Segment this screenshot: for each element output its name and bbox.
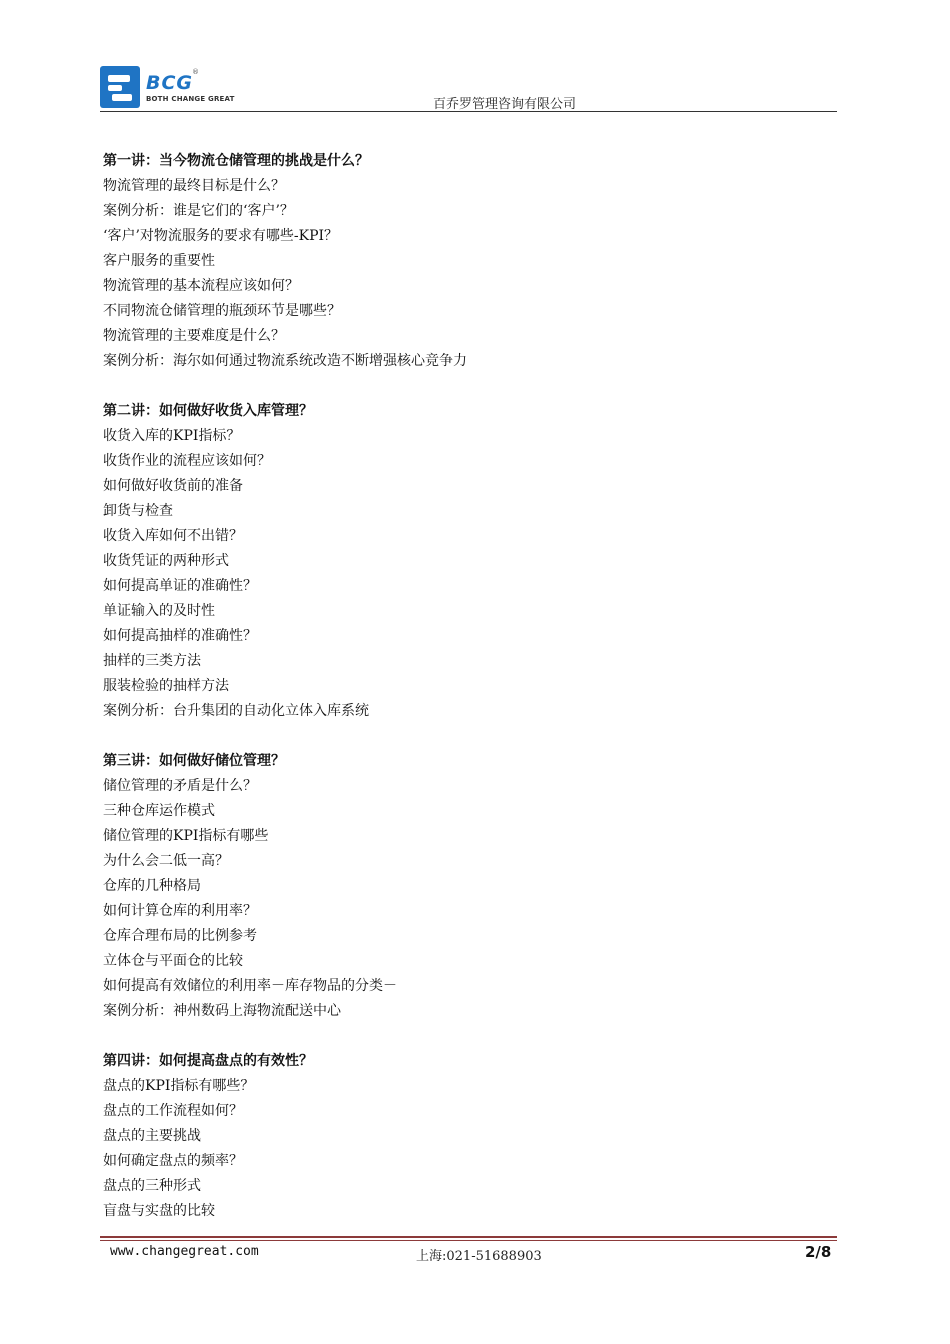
header-divider [100,111,837,112]
company-name: 百乔罗管理咨询有限公司 [433,97,577,112]
list-item: 不同物流仓储管理的瓶颈环节是哪些？ [103,303,341,319]
list-item: 物流管理的基本流程应该如何？ [103,278,299,294]
section-title: 第四讲：如何提高盘点的有效性？ [103,1053,313,1069]
logo-registered-mark: ® [192,68,199,76]
list-item: 如何提高抽样的准确性？ [103,628,257,644]
list-item: 如何计算仓库的利用率？ [103,903,257,919]
list-item: 案例分析：神州数码上海物流配送中心 [103,1003,341,1019]
list-item: 服装检验的抽样方法 [103,678,229,694]
logo-subtitle: BOTH CHANGE GREAT [146,95,235,103]
list-item: 如何提高单证的准确性？ [103,578,257,594]
bcg-logo-mark-icon [100,66,140,108]
list-item: 案例分析：台升集团的自动化立体入库系统 [103,703,369,719]
list-item: 三种仓库运作模式 [103,803,215,819]
section-4 [103,1049,823,1224]
list-item: 立体仓与平面仓的比较 [103,953,243,969]
list-item: 盘点的工作流程如何？ [103,1103,243,1119]
section-title: 第一讲：当今物流仓储管理的挑战是什么？ [103,153,369,169]
list-item: 盘点的KPI指标有哪些？ [103,1078,255,1094]
section-3 [103,749,823,1024]
list-item: 收货凭证的两种形式 [103,553,229,569]
section-2 [103,399,823,724]
bcg-logo [100,66,250,110]
list-item: 物流管理的最终目标是什么？ [103,178,285,194]
list-item: 储位管理的矛盾是什么？ [103,778,257,794]
footer-phone: 上海:021-51688903 [416,1249,542,1264]
footer-divider-thick [100,1236,837,1238]
list-item: 收货入库的KPI指标？ [103,428,241,444]
list-item: 盘点的主要挑战 [103,1128,201,1144]
logo-text: BCG [146,72,194,94]
list-item: 仓库的几种格局 [103,878,201,894]
footer-divider-thin [100,1240,837,1241]
list-item: 物流管理的主要难度是什么？ [103,328,285,344]
page-header [100,64,837,112]
list-item: 如何提高有效储位的利用率－库存物品的分类－ [103,978,397,994]
list-item: 客户服务的重要性 [103,253,215,269]
list-item: 卸货与检查 [103,503,173,519]
section-1 [103,149,823,374]
list-item: 盘点的三种形式 [103,1178,201,1194]
list-item: 储位管理的KPI指标有哪些 [103,828,269,844]
list-item: 如何确定盘点的频率？ [103,1153,243,1169]
page-number: 2/8 [805,1243,832,1261]
list-item: 为什么会二低一高？ [103,853,229,869]
list-item: 单证输入的及时性 [103,603,215,619]
list-item: 收货作业的流程应该如何？ [103,453,271,469]
list-item: 抽样的三类方法 [103,653,201,669]
section-title: 第三讲：如何做好储位管理？ [103,753,285,769]
list-item: 盲盘与实盘的比较 [103,1203,215,1219]
list-item: 如何做好收货前的准备 [103,478,243,494]
list-item: 案例分析：海尔如何通过物流系统改造不断增强核心竞争力 [103,353,467,369]
footer-website: www.changegreat.com [110,1244,259,1259]
list-item: ‘客户’对物流服务的要求有哪些-KPI？ [103,228,339,244]
list-item: 收货入库如何不出错？ [103,528,243,544]
section-title: 第二讲：如何做好收货入库管理？ [103,403,313,419]
list-item: 案例分析：谁是它们的‘客户’？ [103,203,294,219]
list-item: 仓库合理布局的比例参考 [103,928,257,944]
document-body [103,149,823,1249]
